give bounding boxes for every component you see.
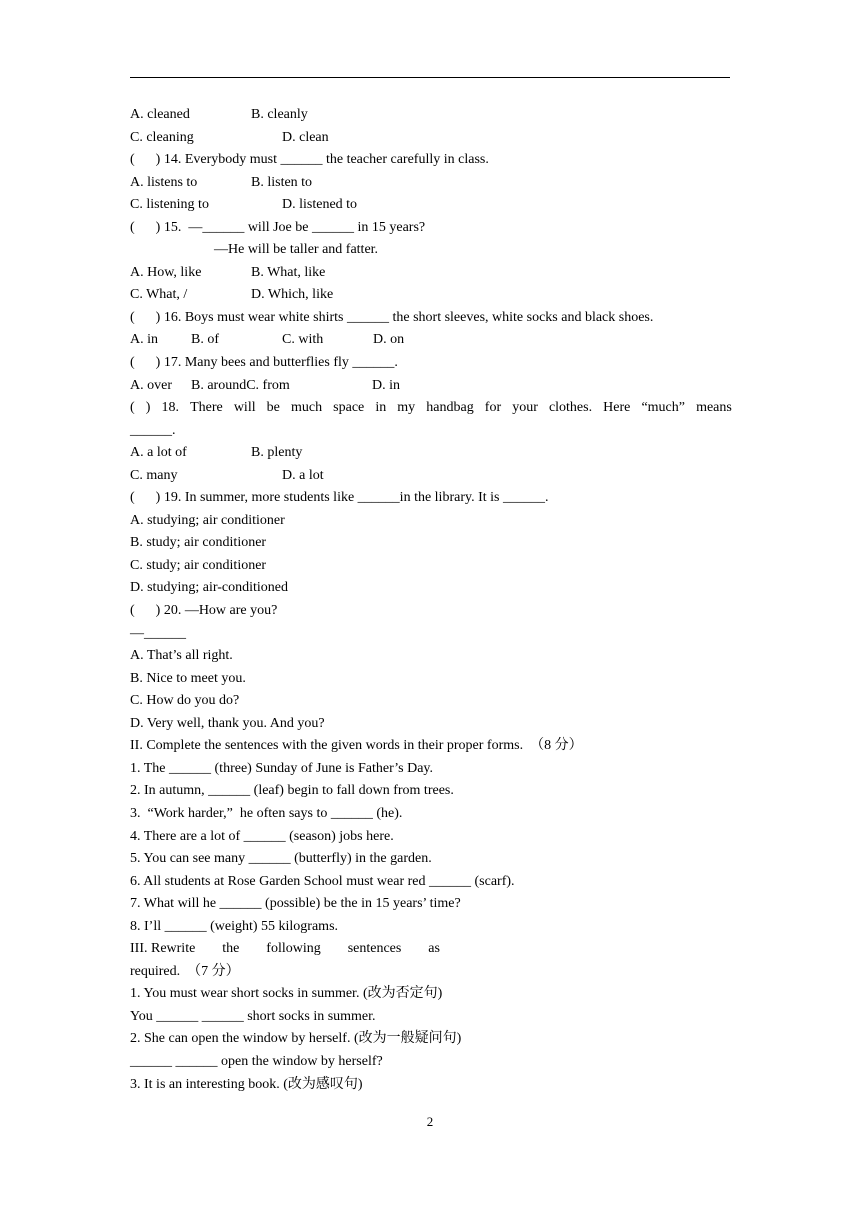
q18-word: Here (603, 400, 631, 416)
q14-stem: ( ) 14. Everybody must ______ the teacher carefully in class. (130, 152, 489, 168)
part3-heading-line-1 (130, 938, 440, 961)
q20-option-d: D. Very well, thank you. And you? (130, 715, 325, 731)
part3-heading-line-2: required. （7 分） (130, 963, 240, 979)
part2-item: 5. You can see many ______ (butterfly) in the garden. (130, 851, 432, 867)
q14-options-row-1 (130, 172, 732, 195)
q19-option-b: B. study; air conditioner (130, 535, 267, 551)
q13-options-row-2 (130, 127, 732, 150)
q18-word: “much” (641, 400, 685, 416)
part3-heading-word: as (428, 941, 440, 957)
part3-heading-word: the (222, 941, 240, 957)
q17-option-d: D. in (372, 377, 400, 393)
page-number: 2 (426, 1114, 434, 1129)
q18-word: handbag (426, 400, 474, 416)
q20-reply: —______ (130, 625, 186, 641)
q16-option-b: B. of (191, 332, 219, 348)
q20-option-a: A. That’s all right. (130, 648, 233, 664)
part3-item: 2. She can open the window by herself. (改为一般疑问句) (130, 1031, 462, 1047)
q13-options-row-1 (130, 104, 732, 127)
part3-item: ______ ______ open the window by herself? (130, 1053, 383, 1069)
q17-stem: ( ) 17. Many bees and butterflies fly ______. (130, 355, 398, 371)
q13-option-a: A. cleaned (130, 107, 190, 122)
q17-option-bc: B. aroundC. from (191, 377, 290, 393)
q18-word: ( (130, 400, 135, 416)
q18-word: be (266, 400, 280, 416)
q16-options-row (130, 329, 732, 352)
part2-heading: II. Complete the sentences with the given words in their proper forms. （8 分） (130, 738, 583, 754)
part3-item: 1. You must wear short socks in summer. (改为否定句) (130, 986, 443, 1002)
q18-word: 18. (161, 400, 179, 416)
q15-options-row-2 (130, 284, 732, 307)
q13-option-b: B. cleanly (251, 107, 308, 122)
q15-stem: ( ) 15. —______ will Joe be ______ in 15 years? (130, 219, 426, 235)
part2-item: 3. “Work harder,” he often says to ______ (he). (130, 805, 403, 821)
q18-word: means (696, 400, 732, 416)
q16-option-d: D. on (373, 332, 405, 348)
q18-option-a: A. a lot of (130, 445, 187, 461)
q14-options-row-2 (130, 194, 732, 217)
part2-item: 7. What will he ______ (possible) be the in 15 years’ time? (130, 896, 461, 912)
q18-stem-line-2: ______. (130, 422, 176, 438)
q14-option-a: A. listens to (130, 174, 198, 190)
q17-option-a: A. over (130, 377, 172, 393)
q18-word: There (190, 400, 223, 416)
q16-option-c: C. with (282, 332, 324, 348)
q18-word: much (290, 400, 323, 416)
q14-option-d: D. listened to (282, 197, 358, 213)
q18-option-b: B. plenty (251, 445, 303, 461)
q13-option-c: C. cleaning (130, 129, 194, 145)
q13-option-d: D. clean (282, 129, 329, 145)
q18-options-row-1 (130, 442, 732, 465)
q18-options-row-2 (130, 465, 732, 488)
part2-item: 2. In autumn, ______ (leaf) begin to fall down from trees. (130, 783, 454, 799)
q18-word: ) (145, 400, 151, 416)
part3-heading-word: sentences (347, 941, 402, 957)
q15-option-a: A. How, like (130, 264, 202, 280)
part3-item: You ______ ______ short socks in summer. (130, 1008, 376, 1024)
q18-option-d: D. a lot (282, 467, 324, 483)
part2-item: 6. All students at Rose Garden School must wear red ______ (scarf). (130, 873, 515, 889)
q19-option-c: C. study; air conditioner (130, 557, 267, 573)
q15-option-c: C. What, / (130, 287, 188, 303)
q18-word: my (397, 400, 416, 416)
part3-heading-word: III. Rewrite (130, 941, 196, 957)
q18-stem-line-1 (130, 397, 732, 420)
part3-item: 3. It is an interesting book. (改为感叹句) (130, 1076, 363, 1092)
q14-option-c: C. listening to (130, 197, 209, 213)
q18-word: for (484, 400, 502, 416)
q18-option-c: C. many (130, 467, 178, 483)
q20-stem: ( ) 20. —How are you? (130, 603, 278, 619)
q14-option-b: B. listen to (251, 174, 313, 190)
q18-word: space (333, 400, 365, 416)
q20-option-b: B. Nice to meet you. (130, 670, 246, 686)
q15-reply: —He will be taller and fatter. (214, 242, 379, 258)
q15-option-d: D. Which, like (251, 287, 334, 303)
q15-options-row-1 (130, 262, 732, 285)
part3-heading-word: following (266, 941, 321, 957)
header-rule (130, 77, 730, 78)
q17-options-row (130, 375, 732, 398)
q19-option-a: A. studying; air conditioner (130, 512, 285, 528)
q18-word: clothes. (548, 400, 593, 416)
q20-option-c: C. How do you do? (130, 693, 240, 709)
part2-item: 1. The ______ (three) Sunday of June is Father’s Day. (130, 760, 434, 776)
q18-word: in (375, 400, 387, 416)
worksheet-body (130, 104, 732, 1096)
q19-stem: ( ) 19. In summer, more students like ______in the library. It is ______. (130, 490, 549, 506)
q18-word: your (512, 400, 538, 416)
q16-option-a: A. in (130, 332, 158, 348)
q16-stem: ( ) 16. Boys must wear white shirts ______ the short sleeves, white socks and black shoes. (130, 309, 654, 325)
part2-item: 8. I’ll ______ (weight) 55 kilograms. (130, 918, 339, 934)
q18-word: will (233, 400, 256, 416)
q19-option-d: D. studying; air-conditioned (130, 580, 288, 596)
q15-option-b: B. What, like (251, 264, 326, 280)
part2-item: 4. There are a lot of ______ (season) jobs here. (130, 828, 394, 844)
